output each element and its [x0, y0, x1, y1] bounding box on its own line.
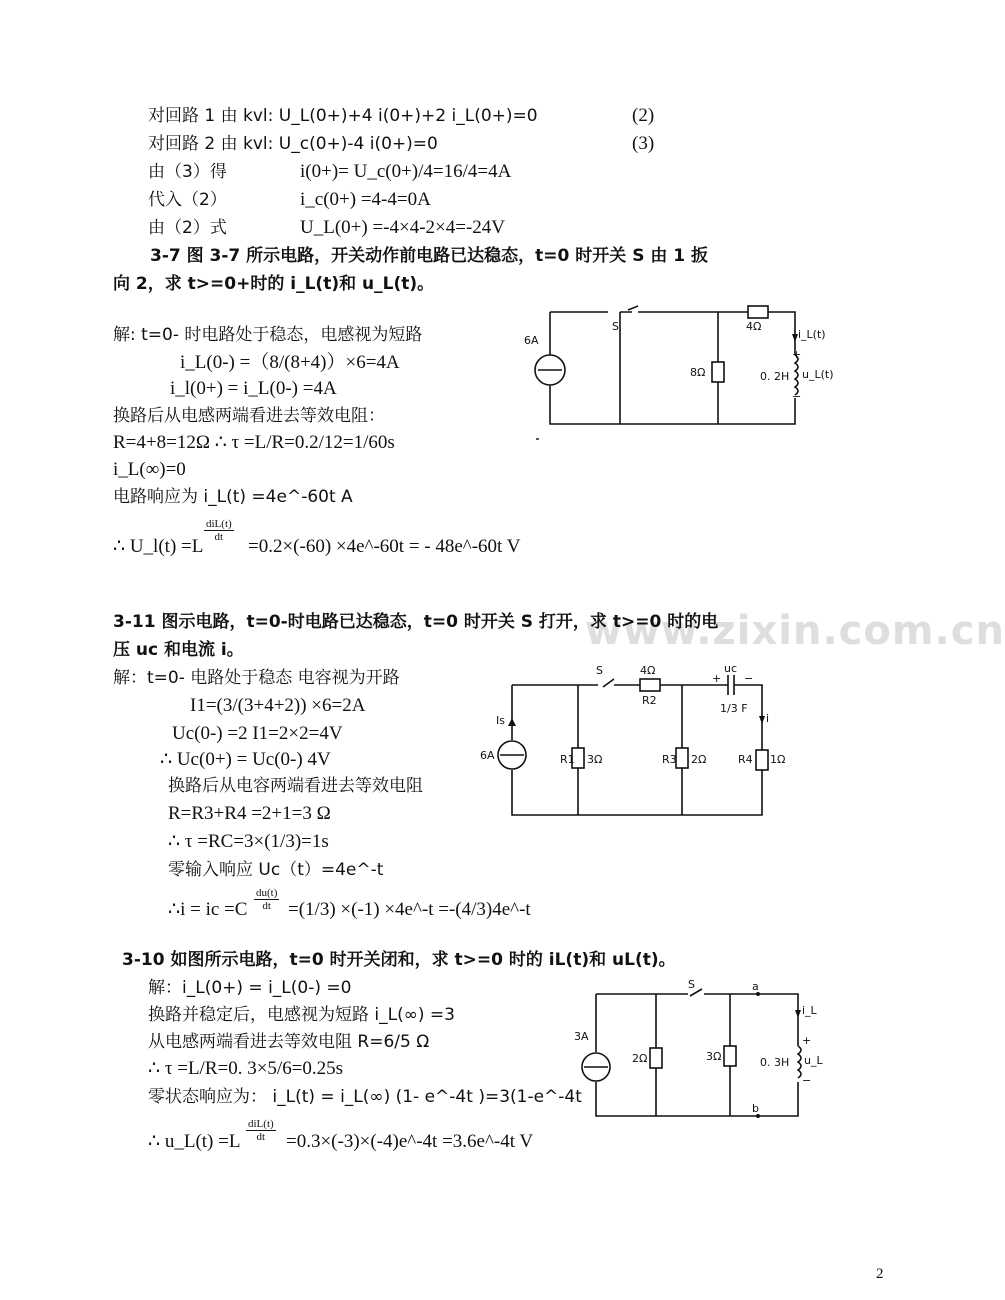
p37-fig-minus: − [792, 390, 802, 403]
p310-fig-node-a: a [752, 980, 759, 993]
fraction-numerator: diL(t) [206, 518, 232, 530]
p311-title-line-1: 3-11 图示电路，t=0-时电路已达稳态，t=0 时开关 S 打开，求 t>=0 时的电 [113, 612, 719, 632]
p311-fig-r2-label: R2 [642, 694, 657, 707]
fraction-denominator: dt [256, 1131, 266, 1143]
p37-fig-switch-label: S [612, 320, 619, 333]
watermark: www.zixin.com.cn [585, 608, 1005, 654]
resistor-2-ohm [650, 1048, 662, 1068]
p310-fig-node-b: b [752, 1102, 759, 1115]
p311-fig-minus: − [744, 672, 754, 685]
p311-title-line-2: 压 uc 和电流 i。 [113, 640, 244, 660]
p310-solution-4: ∴ τ =L/R=0. 3×5/6=0.25s [148, 1058, 344, 1079]
p311-solution-1: 解：t=0- 电路处于稳态 电容视为开路 [113, 668, 400, 688]
p37-title-line-1: 3-7 图 3-7 所示电路，开关动作前电路已达稳态，t=0 时开关 S 由 1 扳 [150, 246, 709, 266]
p37-fig-source-label: 6A [524, 334, 539, 347]
p311-solution-7: ∴ τ =RC=3×(1/3)=1s [168, 831, 329, 852]
p311-fig-switch-label: S [596, 664, 603, 677]
p310-derivative-fraction [246, 1118, 276, 1143]
is-arrow-icon [508, 718, 516, 726]
resistor-r2 [640, 679, 660, 691]
p311-fig-r4-label: R4 [738, 753, 753, 766]
p310-fig-source-label: 3A [574, 1030, 589, 1043]
intro-eq-number-2: (2) [632, 105, 655, 126]
p37-fig-r8-label: 8Ω [690, 366, 706, 379]
p311-fig-cap-label: 1/3 F [720, 702, 748, 715]
p311-fig-r2-value: 4Ω [640, 664, 656, 677]
p311-fig-r4-value: 1Ω [770, 753, 786, 766]
intro-line-1: 对回路 1 由 kvl: U_L(0+)+4 i(0+)+2 i_L(0+)=0 [148, 106, 538, 126]
p37-fig-plus: + [792, 348, 802, 361]
capacitor-plates [728, 675, 734, 695]
page-number: 2 [876, 1266, 884, 1282]
wire-top-right [638, 312, 795, 355]
intro-line-4-eq: i_c(0+) =4-4=0A [300, 189, 431, 210]
p310-solution-6-rhs: =0.3×(-3)×(-4)e^-4t =3.6e^-4t V [286, 1131, 534, 1152]
wire-loop [512, 679, 762, 815]
intro-line-5-label: 由（2）式 [148, 218, 227, 238]
p37-solution-2: i_L(0-) =（8/(8+4)）×6=4A [180, 352, 400, 373]
p37-fig-r4-label: 4Ω [746, 320, 762, 333]
p311-fig-i-label: i [766, 712, 770, 725]
p311-derivative-fraction [254, 887, 279, 912]
resistor-r4 [756, 750, 768, 770]
p37-solution-4: 换路后从电感两端看进去等效电阻： [113, 406, 385, 426]
p311-solution-5: 换路后从电容两端看进去等效电阻 [168, 776, 423, 796]
p37-solution-8-rhs: =0.2×(-60) ×4e^-60t = - 48e^-60t V [248, 536, 521, 557]
p310-fig-r2-label: 2Ω [632, 1052, 648, 1065]
p37-solution-6: i_L(∞)=0 [113, 459, 186, 480]
p37-fig-inductor-label: 0. 2H [760, 370, 790, 383]
p310-fig-plus: + [802, 1034, 812, 1047]
p311-solution-6: R=R3+R4 =2+1=3 Ω [168, 803, 331, 824]
intro-line-2: 对回路 2 由 kvl: U_c(0+)-4 i(0+)=0 [148, 134, 438, 154]
fraction-numerator: diL(t) [248, 1118, 274, 1130]
intro-eq-number-3: (3) [632, 133, 655, 154]
i-arrow-icon [759, 716, 765, 724]
intro-line-3-eq: i(0+)= U_c(0+)/4=16/4=4A [300, 161, 512, 182]
p310-fig-minus: − [802, 1074, 812, 1087]
p311-fig-r3-label: R3 [662, 753, 677, 766]
resistor-8-ohm [712, 362, 724, 382]
p310-fig-il-label: i_L [802, 1004, 817, 1017]
p311-fig-r1-label: R1 [560, 753, 575, 766]
p310-solution-2: 换路并稳定后，电感视为短路 i_L(∞) =3 [148, 1005, 455, 1025]
p311-solution-8: 零输入响应 Uc（t）=4e^-t [168, 860, 384, 880]
p310-circuit-figure [570, 978, 823, 1120]
wire-top-left [550, 306, 638, 312]
p310-solution-1: 解：i_L(0+) = i_L(0-) =0 [148, 978, 352, 998]
p37-fig-ul-label: u_L(t) [802, 368, 834, 381]
intro-line-4-label: 代入（2） [148, 190, 227, 210]
p311-fig-uc-label: uc [724, 662, 738, 675]
p310-solution-3: 从电感两端看进去等效电阻 R=6/5 Ω [148, 1032, 430, 1052]
wire-left-bottom [596, 994, 798, 1116]
resistor-3-ohm [724, 1046, 736, 1066]
fraction-numerator: du(t) [256, 887, 278, 899]
p311-solution-2: I1=(3/(3+4+2)) ×6=2A [190, 695, 366, 716]
p310-solution-5: 零状态响应为： i_L(t) = i_L(∞) (1- e^-4t )=3(1-e^-4t [148, 1087, 582, 1107]
resistor-r3 [676, 748, 688, 768]
p37-solution-3: i_l(0+) = i_L(0-) =4A [170, 378, 337, 399]
il-arrow-icon [795, 1010, 801, 1018]
fraction-denominator: dt [262, 900, 271, 912]
p310-fig-r3-label: 3Ω [706, 1050, 722, 1063]
p311-solution-4: ∴ Uc(0+) = Uc(0-) 4V [160, 749, 331, 770]
p311-solution-9-rhs: =(1/3) ×(-1) ×4e^-t =-(4/3)4e^-t [288, 899, 531, 920]
p37-fig-il-label: i_L(t) [798, 328, 826, 341]
intro-line-5-eq: U_L(0+) =-4×4-2×4=-24V [300, 217, 506, 238]
p37-derivative-fraction [204, 518, 234, 543]
p310-solution-6-lhs: ∴ u_L(t) =L [148, 1131, 241, 1152]
inductor-coil [795, 355, 798, 395]
p37-title-line-2: 向 2，求 t>=0+时的 i_L(t)和 u_L(t)。 [113, 274, 435, 294]
p311-fig-plus: + [712, 672, 722, 685]
inductor-coil [798, 1046, 801, 1078]
p310-fig-ul-label: u_L [804, 1054, 823, 1067]
p311-fig-r1-value: 3Ω [587, 753, 603, 766]
p37-solution-1: 解: t=0- 时电路处于稳态，电感视为短路 [113, 325, 423, 345]
p310-fig-inductor-label: 0. 3H [760, 1056, 790, 1069]
intro-line-3-label: 由（3）得 [148, 162, 227, 182]
fraction-denominator: dt [214, 531, 224, 543]
resistor-4-ohm [748, 306, 768, 318]
p37-circuit-figure [520, 300, 834, 430]
p311-fig-is-label: Is [496, 714, 505, 727]
p311-fig-source-label: 6A [480, 749, 495, 762]
p310-title: 3-10 如图所示电路，t=0 时开关闭和，求 t>=0 时的 iL(t)和 uL(t)。 [122, 950, 676, 970]
p37-solution-5: R=4+8=12Ω ∴ τ =L/R=0.2/12=1/60s [113, 432, 395, 453]
wire-top [596, 989, 798, 1046]
p311-solution-3: Uc(0-) =2 I1=2×2=4V [172, 723, 343, 744]
p37-solution-7: 电路响应为 i_L(t) =4e^-60t A [113, 487, 353, 507]
p311-circuit-figure [480, 660, 790, 820]
p311-fig-r3-value: 2Ω [691, 753, 707, 766]
p37-solution-8-lhs: ∴ U_l(t) =L [113, 536, 204, 557]
stray-dot [536, 438, 539, 440]
p311-solution-9-lhs: ∴i = ic =C [168, 899, 248, 920]
p310-fig-switch-label: S [688, 978, 695, 991]
